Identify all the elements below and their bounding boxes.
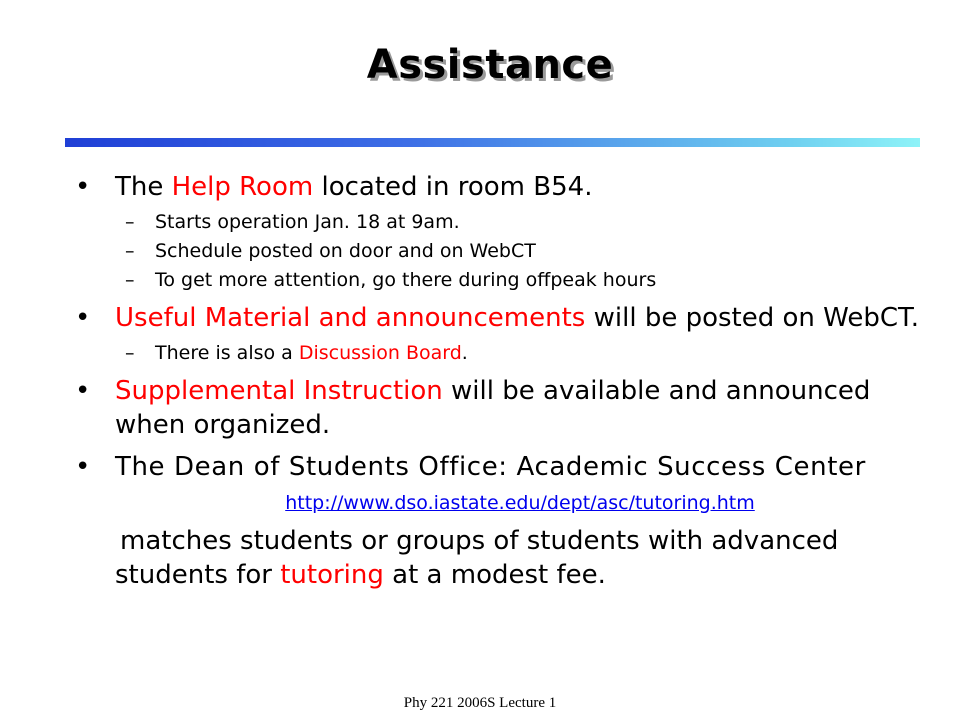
sub-bullet: – There is also a Discussion Board. [75,339,935,368]
sub-bullet: – Schedule posted on door and on WebCT [75,237,935,266]
bullet-help-room: • The Help Room located in room B54. [75,172,593,202]
dash-icon: – [125,342,135,364]
closing-paragraph: matches students or groups of students with advanced students for tutoring at a modest fee. [115,526,839,590]
tutoring-link[interactable]: http://www.dso.iastate.edu/dept/asc/tutoring.htm [285,492,755,514]
slide-body [75,170,935,592]
sub-bullet: – Starts operation Jan. 18 at 9am. [75,208,935,237]
useful-material-highlight: Useful Material and announcements [115,303,586,333]
dash-icon: – [125,269,135,291]
sub-bullet: – To get more attention, go there during offpeak hours [75,266,935,295]
bullet-supplemental-instruction: • Supplemental Instruction will be available and announced when organized. [75,376,871,440]
discussion-board-highlight: Discussion Board [298,342,462,364]
help-room-highlight: Help Room [171,172,314,202]
slide-title: Assistance [366,42,614,88]
dash-icon: – [125,211,135,233]
slide-footer: Phy 221 2006S Lecture 1 [403,695,557,711]
supplemental-instruction-highlight: Supplemental Instruction [115,376,443,406]
dash-icon: – [125,240,135,262]
bullet-dean-of-students: • The Dean of Students Office: Academic Success Center [75,452,866,482]
bullet-icon: • [75,303,91,333]
tutoring-highlight: tutoring [280,560,384,590]
bullet-icon: • [75,376,91,406]
bullet-icon: • [75,452,91,482]
bullet-icon: • [75,172,91,202]
bullet-useful-material: • Useful Material and announcements will be posted on WebCT. [75,303,920,333]
title-divider [65,138,920,147]
